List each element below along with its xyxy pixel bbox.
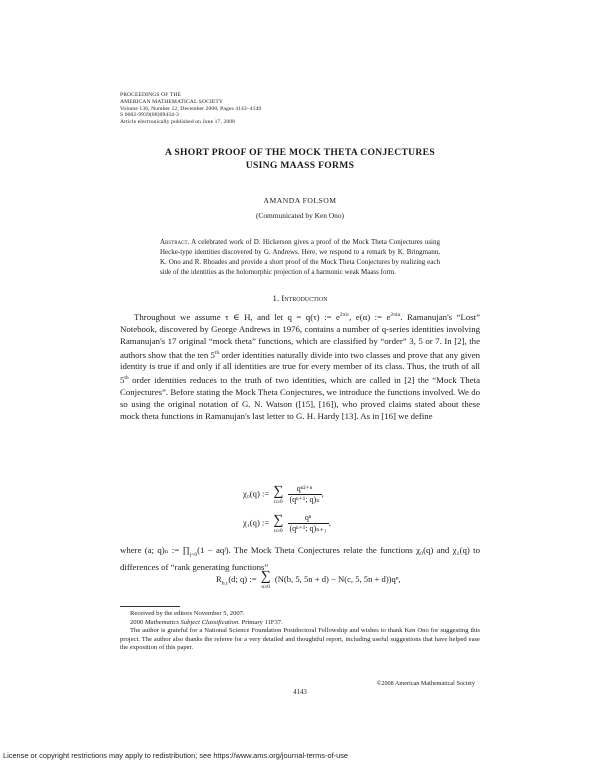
text-run: Throughout we assume τ ∈ H, and let q = q(τ) := e — [134, 311, 340, 322]
abstract-label: Abstract. — [160, 238, 190, 246]
subscript: j=0 — [189, 551, 198, 558]
page-number: 4143 — [293, 689, 307, 696]
equation-chi1 — [243, 513, 331, 534]
sum-index: n≥0 — [274, 527, 283, 534]
volume-info: Volume 136, Number 12, December 2008, Pages 4143–4149 — [120, 105, 262, 112]
exponent: 2πiα — [390, 312, 401, 318]
journal-name-line1: PROCEEDINGS OF THE — [120, 92, 182, 98]
subscript: b,c — [221, 580, 229, 587]
copyright: ©2008 American Mathematical Society — [376, 680, 475, 687]
superscript: th — [214, 349, 220, 356]
sum-symbol: ∑ n≥0 — [273, 483, 284, 505]
acknowledgement: The author is grateful for a National Science Foundation Postdoctoral Fellowship and wishes to thank Ken Ono for suggesting this project. The author also thanks the referee for a very detailed and thoughtful report, including useful suggestions that have helped ease the exposition of this paper. — [120, 627, 480, 652]
section-title: Introduction — [281, 293, 328, 303]
sum-symbol: ∑ n≥0 — [273, 512, 284, 534]
text-run: order identities naturally divide into two classes and prove that any given identity is true if and only if all identities are true for every member of its class. Thus, the truth of all 5 — [120, 349, 480, 386]
doi: S 0002-9939(08)09434-3 — [120, 112, 179, 119]
journal-name-line2: AMERICAN MATHEMATICAL SOCIETY — [120, 98, 224, 105]
text-run: , e(α) := e — [349, 311, 391, 322]
fraction — [288, 513, 329, 534]
equation-rhs: (N(b, 5, 5n + d) − N(c, 5, 5n + d))qⁿ, — [274, 573, 401, 584]
denominator: (qⁿ⁺¹; q)ₙ — [289, 495, 320, 504]
equation-lhs: (d; q) := — [228, 573, 257, 584]
paper-title — [120, 146, 480, 172]
msc-label: Mathematics Subject Classification. — [144, 618, 240, 626]
text-run: order identities reduces to the truth of two identities, which are called in [2] the “Mock Theta Conjectures”. Before stating the Mock Theta Conjectures, we introduce the functions involved. We do so using the original notation of G. N. Watson ([15], [16]), who proved claims stated about these mock theta functions in Ramanujan's last letter to G. H. Hardy [13]. As in [16] we define — [120, 375, 480, 422]
punct: , — [321, 488, 324, 499]
text-run: where (a; q)ₙ := ∏ — [120, 545, 190, 555]
author-name: AMANDA FOLSOM — [263, 196, 337, 205]
equation-rank — [216, 570, 401, 590]
msc-classification — [120, 619, 480, 628]
punct: , — [328, 517, 331, 528]
section-number: 1. — [272, 293, 280, 303]
journal-header — [120, 92, 261, 126]
equation-lhs: χ₀(q) := — [243, 488, 270, 499]
received-date: Received by the editors November 5, 2007. — [130, 610, 245, 617]
intro-paragraph — [120, 310, 480, 423]
superscript: th — [124, 375, 129, 382]
abstract-text: A celebrated work of D. Hickerson gives a proof of the Mock Theta Conjectures using Hecke-type identities discovered by G. Andrews. Here, we respond to a remark by K. Bringmann, K. Ono and R. Rhoades and provide a short proof of the Mock Theta Conjectures by realizing each side of the identities as the holomorphic projection of a harmonic weak Maass form. — [160, 238, 440, 276]
text-run: (1 − aqʲ). The Mock Theta Conjectures relate the functions χ₀(q) and χ₁(q) to differences of “rank generating functions” — [120, 545, 480, 572]
sum-index: n≥0 — [261, 584, 271, 590]
title-line2: USING MAASS FORMS — [245, 160, 355, 171]
sum-index: n≥0 — [274, 498, 283, 505]
footnotes — [120, 610, 480, 653]
sum-symbol: ∑ n≥0 — [260, 569, 271, 590]
numerator: qⁿ — [288, 513, 329, 524]
msc-value: Primary 11F37. — [241, 618, 283, 626]
fraction — [288, 484, 322, 505]
footnote-rule — [120, 606, 180, 607]
denominator: (qⁿ⁺¹; q)ₙ₊₁ — [289, 524, 327, 533]
title-line1: A SHORT PROOF OF THE MOCK THETA CONJECTURES — [165, 147, 435, 158]
equation-chi0 — [243, 484, 324, 505]
equation-lhs: R — [216, 573, 222, 584]
equation-lhs: χ₁(q) := — [243, 517, 270, 528]
license-notice: License or copyright restrictions may apply to redistribution; see https://www.ams.org/journal-terms-of-use — [3, 751, 349, 760]
msc-year: 2000 — [130, 618, 144, 626]
publication-date: Article electronically published on June 17, 2008 — [120, 119, 236, 126]
section-heading — [120, 293, 480, 303]
exponent: 2πiτ — [339, 312, 350, 318]
communicated-by: (Communicated by Ken Ono) — [255, 211, 345, 220]
abstract — [160, 238, 440, 278]
numerator: qⁿ²⁺ⁿ — [288, 484, 322, 495]
text-run: . Ramanujan's “Lost” Notebook, discovered by George Andrews in 1976, contains a number of q-series identities involving Ramanujan's 17 original “mock theta” functions, which are classified by “order” 3, 5 or 7. In [2], the authors show that the ten 5 — [120, 311, 480, 360]
